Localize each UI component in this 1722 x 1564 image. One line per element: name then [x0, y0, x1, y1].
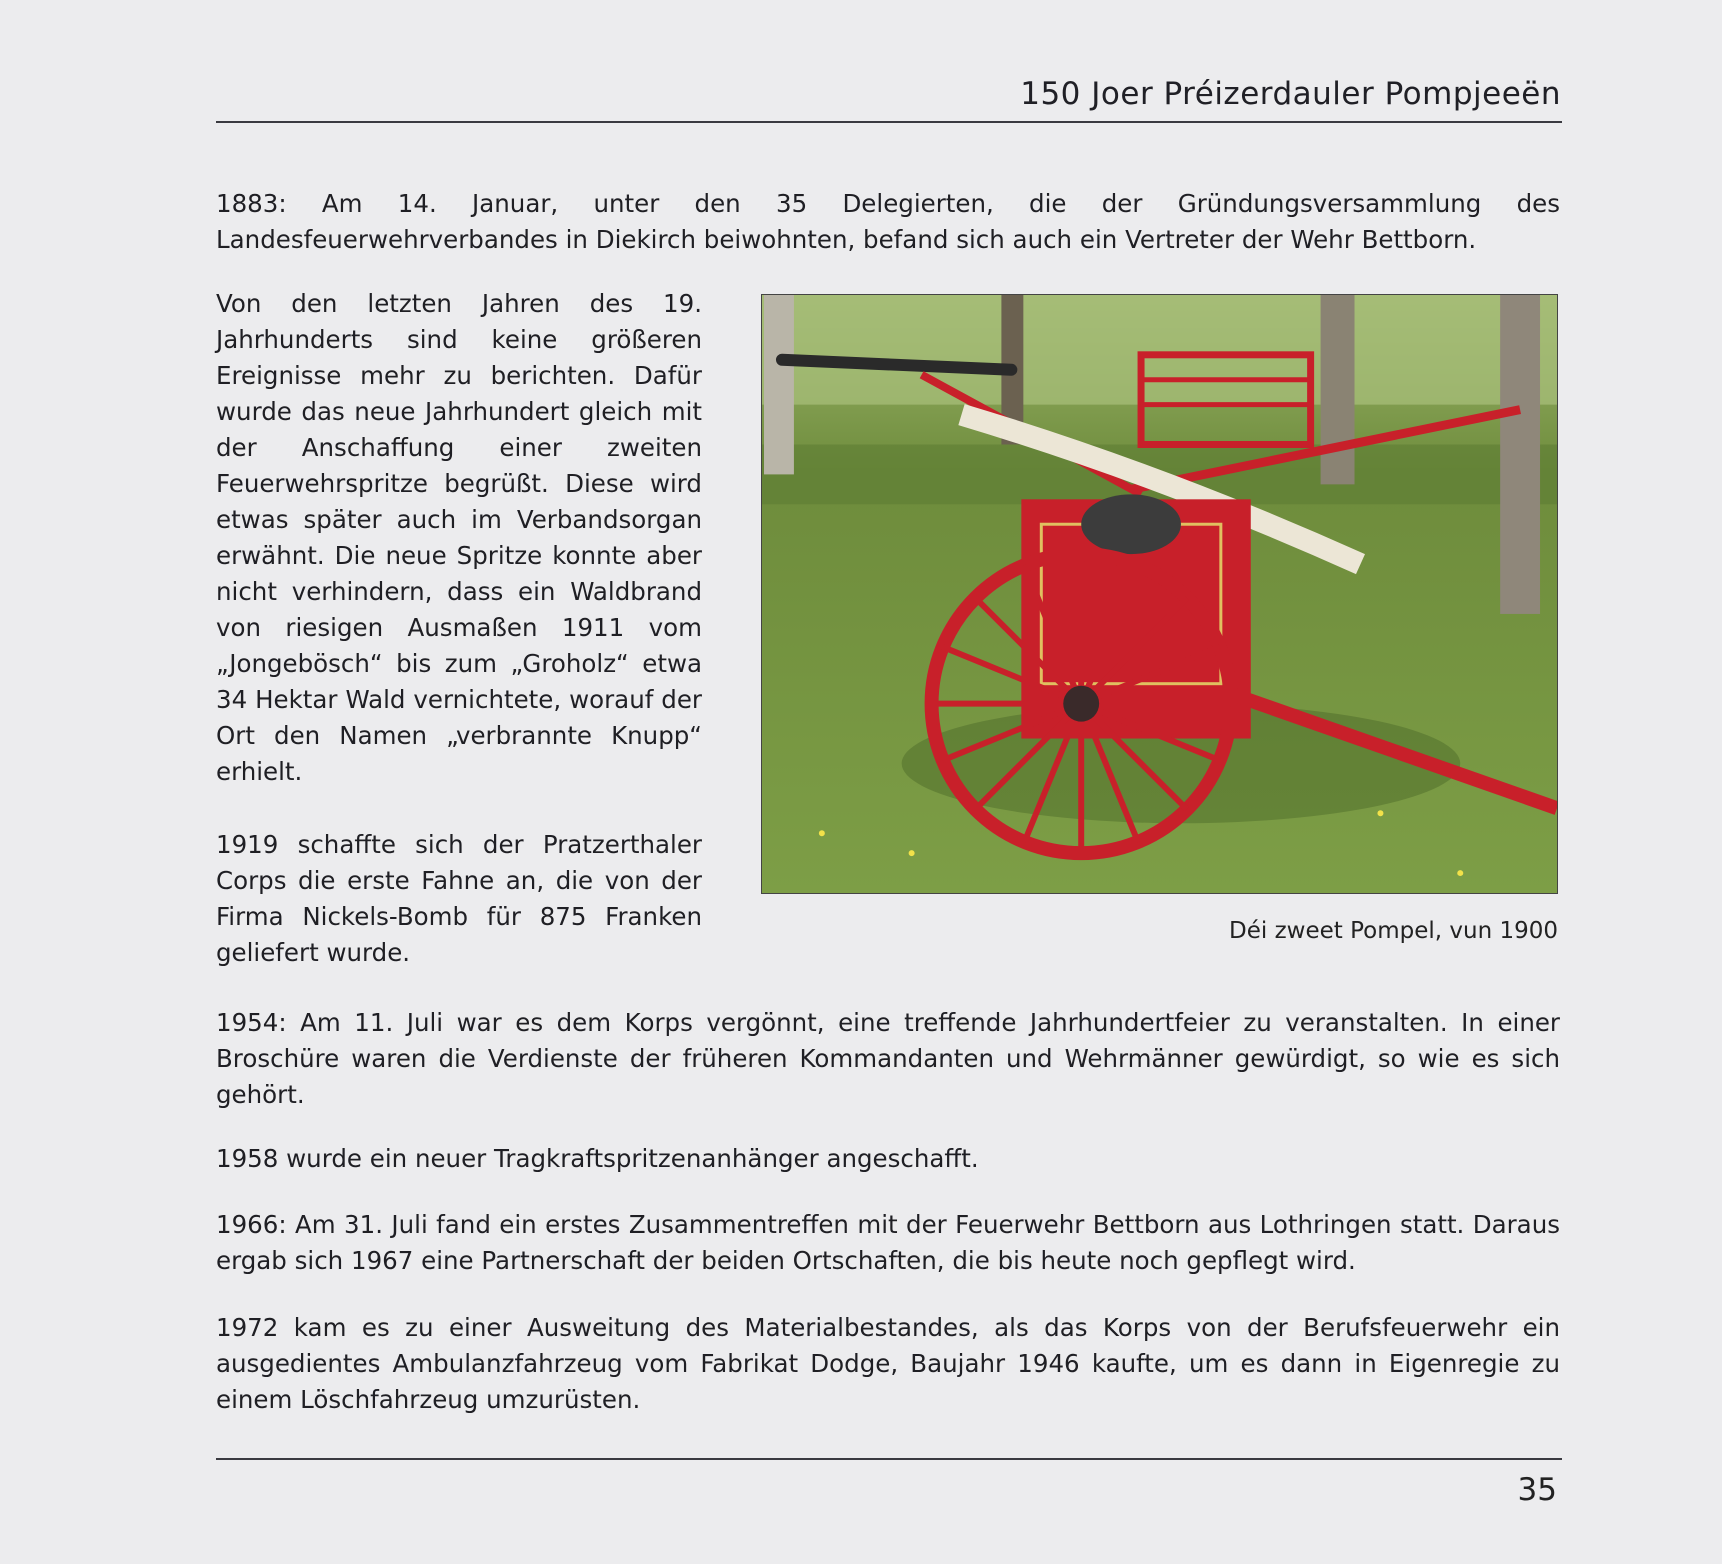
- paragraph-1966: 1966: Am 31. Juli fand ein erstes Zusammentreffen mit der Feuerwehr Bettborn aus Lothringen statt. Daraus ergab sich 1967 eine Partnerschaft der beiden Ortschaften, die bis heute noch gepflegt wird.: [216, 1210, 1560, 1275]
- running-head: 150 Joer Préizerdauler Pompjeeën: [1020, 76, 1561, 112]
- paragraph-1958: 1958 wurde ein neuer Tragkraftspritzenanhänger angeschafft.: [216, 1144, 979, 1173]
- page-number: 35: [1517, 1472, 1557, 1508]
- paragraph-1883: 1883: Am 14. Januar, unter den 35 Delegierten, die der Gründungsversammlung des Landesfeuerwehrverbandes in Diekirch beiwohnten, befand sich auch ein Vertreter der Wehr Bettborn.: [216, 189, 1560, 254]
- paragraph-1972: 1972 kam es zu einer Ausweitung des Materialbestandes, als das Korps von der Berufsfeuerwehr ein ausgedientes Ambulanzfahrzeug vom Fabrikat Dodge, Baujahr 1946 kaufte, um es dann in Eigenregie zu einem Löschfahrzeug umzurüsten.: [216, 1313, 1560, 1414]
- paragraph-1919: 1919 schaffte sich der Pratzerthaler Corps die erste Fahne an, die von der Firma Nickels-Bomb für 875 Franken geliefert wurde.: [216, 830, 702, 967]
- fire-pump-photo: [761, 294, 1558, 894]
- photo-caption: Déi zweet Pompel, vun 1900: [1229, 918, 1558, 944]
- header-rule: [216, 121, 1562, 123]
- paragraph-19th-century: Von den letzten Jahren des 19. Jahrhunderts sind keine größeren Ereignisse mehr zu berichten. Dafür wurde das neue Jahrhundert gleich mit der Anschaffung einer zweiten Feuerwehrspritze begrüßt. Diese wird etwas später auch im Verbandsorgan erwähnt. Die neue Spritze konnte aber nicht verhindern, dass ein Waldbrand von riesigen Ausmaßen 1911 vom „Jongebösch“ bis zum „Groholz“ etwa 34 Hektar Wald vernichtete, worauf der Ort den Namen „verbrannte Knupp“ erhielt.: [216, 289, 702, 786]
- paragraph-1954: 1954: Am 11. Juli war es dem Korps vergönnt, eine treffende Jahrhundertfeier zu veranstalten. In einer Broschüre waren die Verdienste der früheren Kommandanten und Wehrmänner gewürdigt, so wie es sich gehört.: [216, 1008, 1560, 1109]
- footer-rule: [216, 1458, 1562, 1460]
